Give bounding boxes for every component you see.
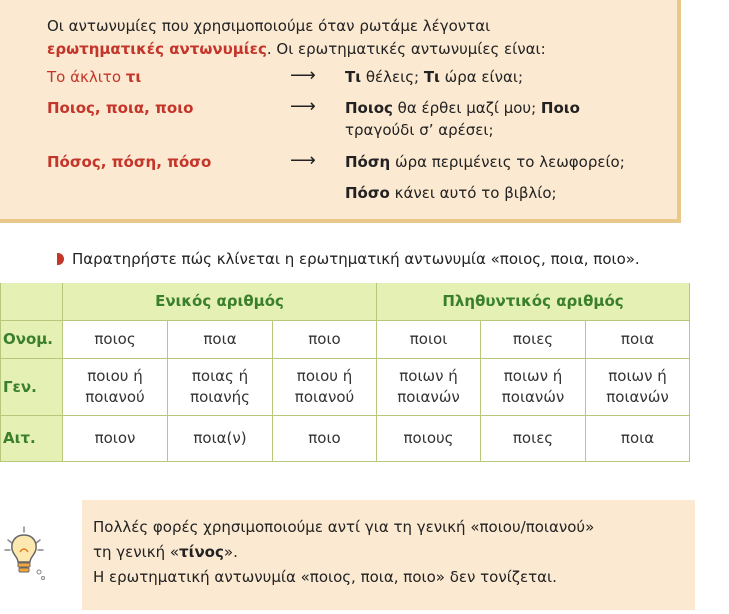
- intro-rest: . Οι ερωτηματικές αντωνυμίες είναι:: [266, 40, 546, 58]
- arrow-icon: ⟶: [290, 65, 316, 86]
- example-ti-text-1: θέλεις;: [361, 68, 424, 86]
- cell-line: ποιου ή: [296, 367, 353, 385]
- table-cell: ποιος: [63, 321, 168, 359]
- table-cell: ποια: [168, 321, 273, 359]
- table-row: [1, 359, 690, 416]
- example-posos-text-1: ώρα περιμένεις το λεωφορείο;: [390, 153, 625, 171]
- example-posos-line-1: [345, 152, 625, 172]
- table-cell: [377, 359, 481, 416]
- table-header-row: [1, 283, 690, 321]
- example-poios-text-1: θα έρθει μαζί μου;: [392, 99, 541, 117]
- table-row: [1, 321, 690, 359]
- cell-line: ποιων ή: [503, 367, 563, 385]
- note-line-2-pre: τη γενική «: [93, 543, 180, 561]
- table-cell: ποιο: [273, 321, 377, 359]
- bullet-icon: [57, 253, 64, 265]
- table-cell: [273, 359, 377, 416]
- example-poios-bold-2: Ποιο: [540, 99, 580, 117]
- cell-line: ποιων ή: [608, 367, 667, 385]
- pronoun-posos: Πόσος, πόση, πόσο: [47, 153, 212, 171]
- note-line-2: [93, 542, 238, 562]
- example-posos-line-2: [345, 183, 557, 203]
- intro-line-2: [47, 39, 546, 59]
- table-cell: ποια: [586, 416, 690, 462]
- arrow-icon: ⟶: [290, 150, 316, 171]
- declension-table: [0, 283, 690, 462]
- cell-line: ποιας ή: [191, 367, 249, 385]
- cell-line: ποιανού: [294, 388, 355, 406]
- table-row: [1, 416, 690, 462]
- note-line-1: Πολλές φορές χρησιμοποιούμε αντί για τη γενική «ποιου/ποιανού»: [93, 518, 595, 536]
- table-cell: [481, 359, 586, 416]
- case-label: Ονομ.: [1, 321, 63, 359]
- table-corner: [1, 283, 63, 321]
- table-cell: ποιους: [377, 416, 481, 462]
- intro-term: ερωτηματικές αντωνυμίες: [47, 40, 267, 58]
- table-cell: [586, 359, 690, 416]
- cell-line: ποιων ή: [399, 367, 458, 385]
- cell-line: ποιανών: [606, 388, 669, 406]
- pronoun-ti: [47, 67, 141, 87]
- example-poios-line-1: [345, 98, 580, 118]
- plural-header: Πληθυντικός αριθμός: [377, 283, 690, 321]
- pronoun-ti-label: Το άκλιτο: [47, 68, 126, 86]
- example-posos-bold-2: Πόσο: [345, 184, 390, 202]
- example-posos-bold-1: Πόση: [345, 153, 391, 171]
- cell-line: ποιου ή: [87, 367, 143, 385]
- example-ti-bold-1: Τι: [345, 68, 362, 86]
- note-line-2-post: ».: [223, 543, 238, 561]
- example-posos-text-2: κάνει αυτό το βιβλίο;: [389, 184, 557, 202]
- table-cell: [63, 359, 168, 416]
- example-poios-bold-1: Ποιος: [345, 99, 393, 117]
- table-cell: ποιον: [63, 416, 168, 462]
- arrow-icon: ⟶: [290, 96, 316, 117]
- cell-line: ποιανών: [397, 388, 460, 406]
- cell-line: ποιανών: [501, 388, 565, 406]
- cell-line: ποιανής: [190, 388, 250, 406]
- example-poios-line-2: τραγούδι σ’ αρέσει;: [345, 121, 494, 139]
- pronoun-ti-word: τι: [125, 68, 142, 86]
- cell-line: ποιανού: [85, 388, 145, 406]
- table-cell: ποιες: [481, 321, 586, 359]
- table-cell: ποιοι: [377, 321, 481, 359]
- table-cell: [168, 359, 273, 416]
- table-cell: ποια: [586, 321, 690, 359]
- lightbulb-icon: [2, 522, 46, 584]
- pronoun-poios: Ποιος, ποια, ποιο: [47, 99, 194, 117]
- table-cell: ποιο: [273, 416, 377, 462]
- example-ti-bold-2: Τι: [423, 68, 440, 86]
- intro-line-1: Οι αντωνυμίες που χρησιμοποιούμε όταν ρωτάμε λέγονται: [47, 17, 491, 35]
- table-cell: ποιες: [481, 416, 586, 462]
- example-ti: [345, 67, 523, 87]
- example-ti-text-2: ώρα είναι;: [439, 68, 523, 86]
- subheading: Παρατηρήστε πώς κλίνεται η ερωτηματική αντωνυμία «ποιος, ποια, ποιο».: [72, 250, 640, 268]
- case-label: Γεν.: [1, 359, 63, 416]
- note-tinos: τίνος: [179, 543, 224, 561]
- singular-header: Ενικός αριθμός: [63, 283, 377, 321]
- note-line-3: Η ερωτηματική αντωνυμία «ποιος, ποια, ποιο» δεν τονίζεται.: [93, 568, 557, 586]
- case-label: Αιτ.: [1, 416, 63, 462]
- table-cell: ποια(ν): [168, 416, 273, 462]
